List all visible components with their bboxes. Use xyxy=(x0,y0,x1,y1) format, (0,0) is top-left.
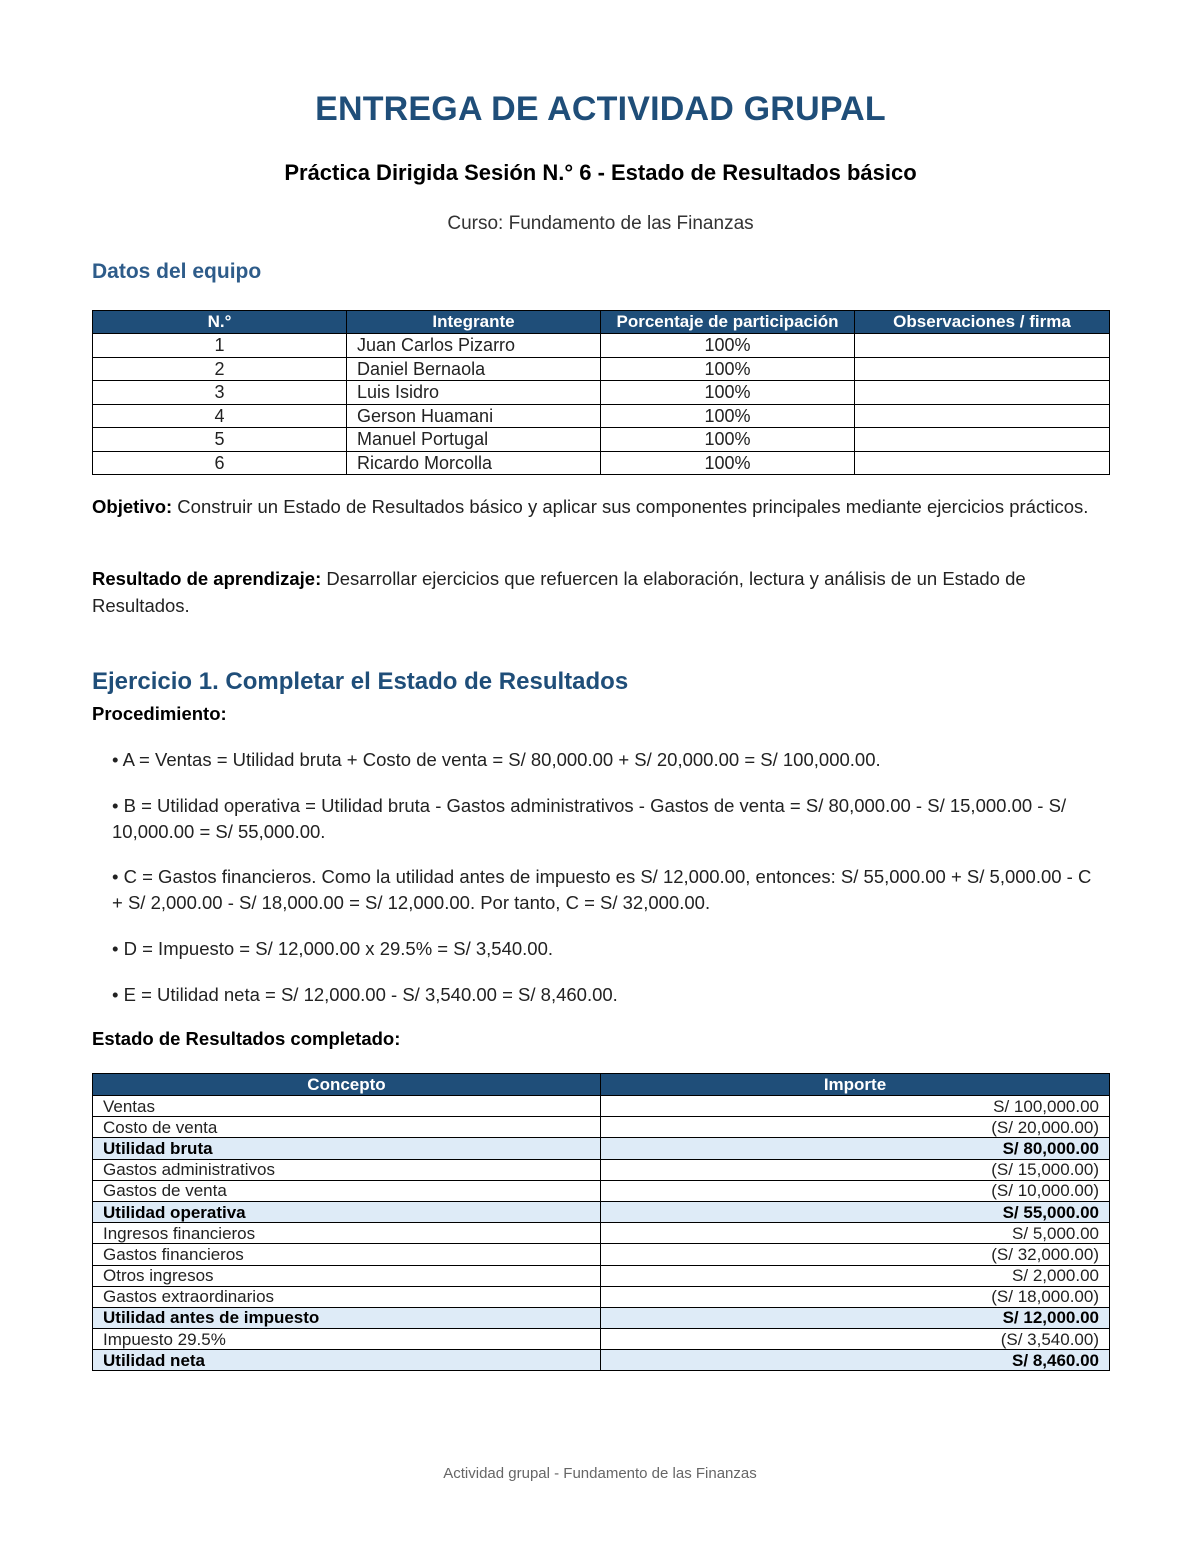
column-header: Porcentaje de participación xyxy=(601,311,855,334)
amount-cell: S/ 5,000.00 xyxy=(601,1223,1110,1244)
amount-cell: (S/ 20,000.00) xyxy=(601,1117,1110,1138)
objective-label: Objetivo: xyxy=(92,496,173,517)
concept-cell: Gastos de venta xyxy=(93,1180,601,1201)
member-number: 4 xyxy=(93,404,347,428)
amount-cell: S/ 8,460.00 xyxy=(601,1350,1110,1371)
concept-cell: Gastos extraordinarios xyxy=(93,1286,601,1307)
amount-cell: (S/ 3,540.00) xyxy=(601,1329,1110,1350)
team-table xyxy=(92,310,1110,475)
table-row xyxy=(93,1265,1110,1286)
table-row xyxy=(93,428,1110,452)
result-label: Estado de Resultados completado: xyxy=(92,1028,401,1049)
amount-cell: (S/ 10,000.00) xyxy=(601,1180,1110,1201)
concept-cell: Utilidad antes de impuesto xyxy=(93,1307,601,1328)
concept-cell: Utilidad operativa xyxy=(93,1201,601,1222)
table-row xyxy=(93,1286,1110,1307)
table-row xyxy=(93,451,1110,475)
member-observations xyxy=(855,428,1110,452)
column-header: Importe xyxy=(601,1074,1110,1096)
amount-cell: (S/ 15,000.00) xyxy=(601,1159,1110,1180)
team-heading: Datos del equipo xyxy=(92,260,262,283)
concept-cell: Ventas xyxy=(93,1096,601,1117)
procedure-bullet-d: • D = Impuesto = S/ 12,000.00 x 29.5% = S/ 3,540.00. xyxy=(112,938,554,959)
member-name: Daniel Bernaola xyxy=(347,357,601,381)
table-row xyxy=(93,334,1110,358)
page-footer: Actividad grupal - Fundamento de las Finanzas xyxy=(443,1465,757,1482)
table-row xyxy=(93,1138,1110,1159)
amount-cell: S/ 12,000.00 xyxy=(601,1307,1110,1328)
procedure-bullet-b: • B = Utilidad operativa = Utilidad bruta - Gastos administrativos - Gastos de venta = S/ 80,000.00 - S/ 15,000.00 - S/ 10,000.00 = S/ 55,000.00. xyxy=(112,795,1067,842)
member-percentage: 100% xyxy=(601,334,855,358)
table-row xyxy=(93,1223,1110,1244)
concept-cell: Gastos administrativos xyxy=(93,1159,601,1180)
course-line: Curso: Fundamento de las Finanzas xyxy=(447,213,754,234)
column-header: Observaciones / firma xyxy=(855,311,1110,334)
table-row xyxy=(93,1117,1110,1138)
table-row xyxy=(93,357,1110,381)
team-table-header xyxy=(93,311,1110,334)
member-number: 5 xyxy=(93,428,347,452)
concept-cell: Gastos financieros xyxy=(93,1244,601,1265)
amount-cell: S/ 2,000.00 xyxy=(601,1265,1110,1286)
main-title: ENTREGA DE ACTIVIDAD GRUPAL xyxy=(315,90,886,128)
amount-cell: (S/ 18,000.00) xyxy=(601,1286,1110,1307)
procedure-bullet-a: • A = Ventas = Utilidad bruta + Costo de venta = S/ 80,000.00 + S/ 20,000.00 = S/ 100,000.00. xyxy=(112,749,881,770)
member-number: 1 xyxy=(93,334,347,358)
table-row xyxy=(93,1350,1110,1371)
table-row xyxy=(93,1307,1110,1328)
column-header: N.° xyxy=(93,311,347,334)
member-percentage: 100% xyxy=(601,357,855,381)
table-row xyxy=(93,1159,1110,1180)
exercise-heading: Ejercicio 1. Completar el Estado de Resultados xyxy=(92,668,629,695)
amount-cell: S/ 80,000.00 xyxy=(601,1138,1110,1159)
sub-title: Práctica Dirigida Sesión N.° 6 - Estado de Resultados básico xyxy=(284,160,917,185)
member-observations xyxy=(855,404,1110,428)
member-observations xyxy=(855,381,1110,405)
objective-text: Construir un Estado de Resultados básico y aplicar sus componentes principales mediante ejercicios prácticos. xyxy=(172,496,1089,517)
table-row xyxy=(93,1201,1110,1222)
member-percentage: 100% xyxy=(601,428,855,452)
concept-cell: Utilidad bruta xyxy=(93,1138,601,1159)
procedure-label: Procedimiento: xyxy=(92,703,227,724)
objective-paragraph xyxy=(92,493,1092,520)
income-statement-table xyxy=(92,1073,1110,1371)
table-row xyxy=(93,1329,1110,1350)
procedure-bullet-e: • E = Utilidad neta = S/ 12,000.00 - S/ 3,540.00 = S/ 8,460.00. xyxy=(112,984,618,1005)
amount-cell: (S/ 32,000.00) xyxy=(601,1244,1110,1265)
member-observations xyxy=(855,451,1110,475)
member-percentage: 100% xyxy=(601,404,855,428)
income-statement-header xyxy=(93,1074,1110,1096)
amount-cell: S/ 55,000.00 xyxy=(601,1201,1110,1222)
member-percentage: 100% xyxy=(601,451,855,475)
concept-cell: Otros ingresos xyxy=(93,1265,601,1286)
table-row xyxy=(93,404,1110,428)
member-name: Gerson Huamani xyxy=(347,404,601,428)
procedure-bullet-c: • C = Gastos financieros. Como la utilidad antes de impuesto es S/ 12,000.00, entonces: S/ 55,000.00 + S/ 5,000.00 - C + S/ 2,000.00 - S/ 18,000.00 = S/ 12,000.00. Por tanto, C = S/ 32,000.00. xyxy=(112,866,1092,913)
table-row xyxy=(93,1180,1110,1201)
member-observations xyxy=(855,357,1110,381)
column-header: Integrante xyxy=(347,311,601,334)
concept-cell: Costo de venta xyxy=(93,1117,601,1138)
concept-cell: Utilidad neta xyxy=(93,1350,601,1371)
table-row xyxy=(93,1096,1110,1117)
table-row xyxy=(93,381,1110,405)
learning-text: Desarrollar ejercicios que refuercen la elaboración, lectura y análisis de un Estado de Resultados. xyxy=(92,568,1026,616)
member-percentage: 100% xyxy=(601,381,855,405)
member-number: 3 xyxy=(93,381,347,405)
amount-cell: S/ 100,000.00 xyxy=(601,1096,1110,1117)
learning-paragraph xyxy=(92,565,1092,619)
member-name: Manuel Portugal xyxy=(347,428,601,452)
concept-cell: Ingresos financieros xyxy=(93,1223,601,1244)
member-name: Luis Isidro xyxy=(347,381,601,405)
member-number: 2 xyxy=(93,357,347,381)
member-observations xyxy=(855,334,1110,358)
column-header: Concepto xyxy=(93,1074,601,1096)
member-number: 6 xyxy=(93,451,347,475)
member-name: Ricardo Morcolla xyxy=(347,451,601,475)
concept-cell: Impuesto 29.5% xyxy=(93,1329,601,1350)
learning-label: Resultado de aprendizaje: xyxy=(92,568,322,589)
table-row xyxy=(93,1244,1110,1265)
member-name: Juan Carlos Pizarro xyxy=(347,334,601,358)
